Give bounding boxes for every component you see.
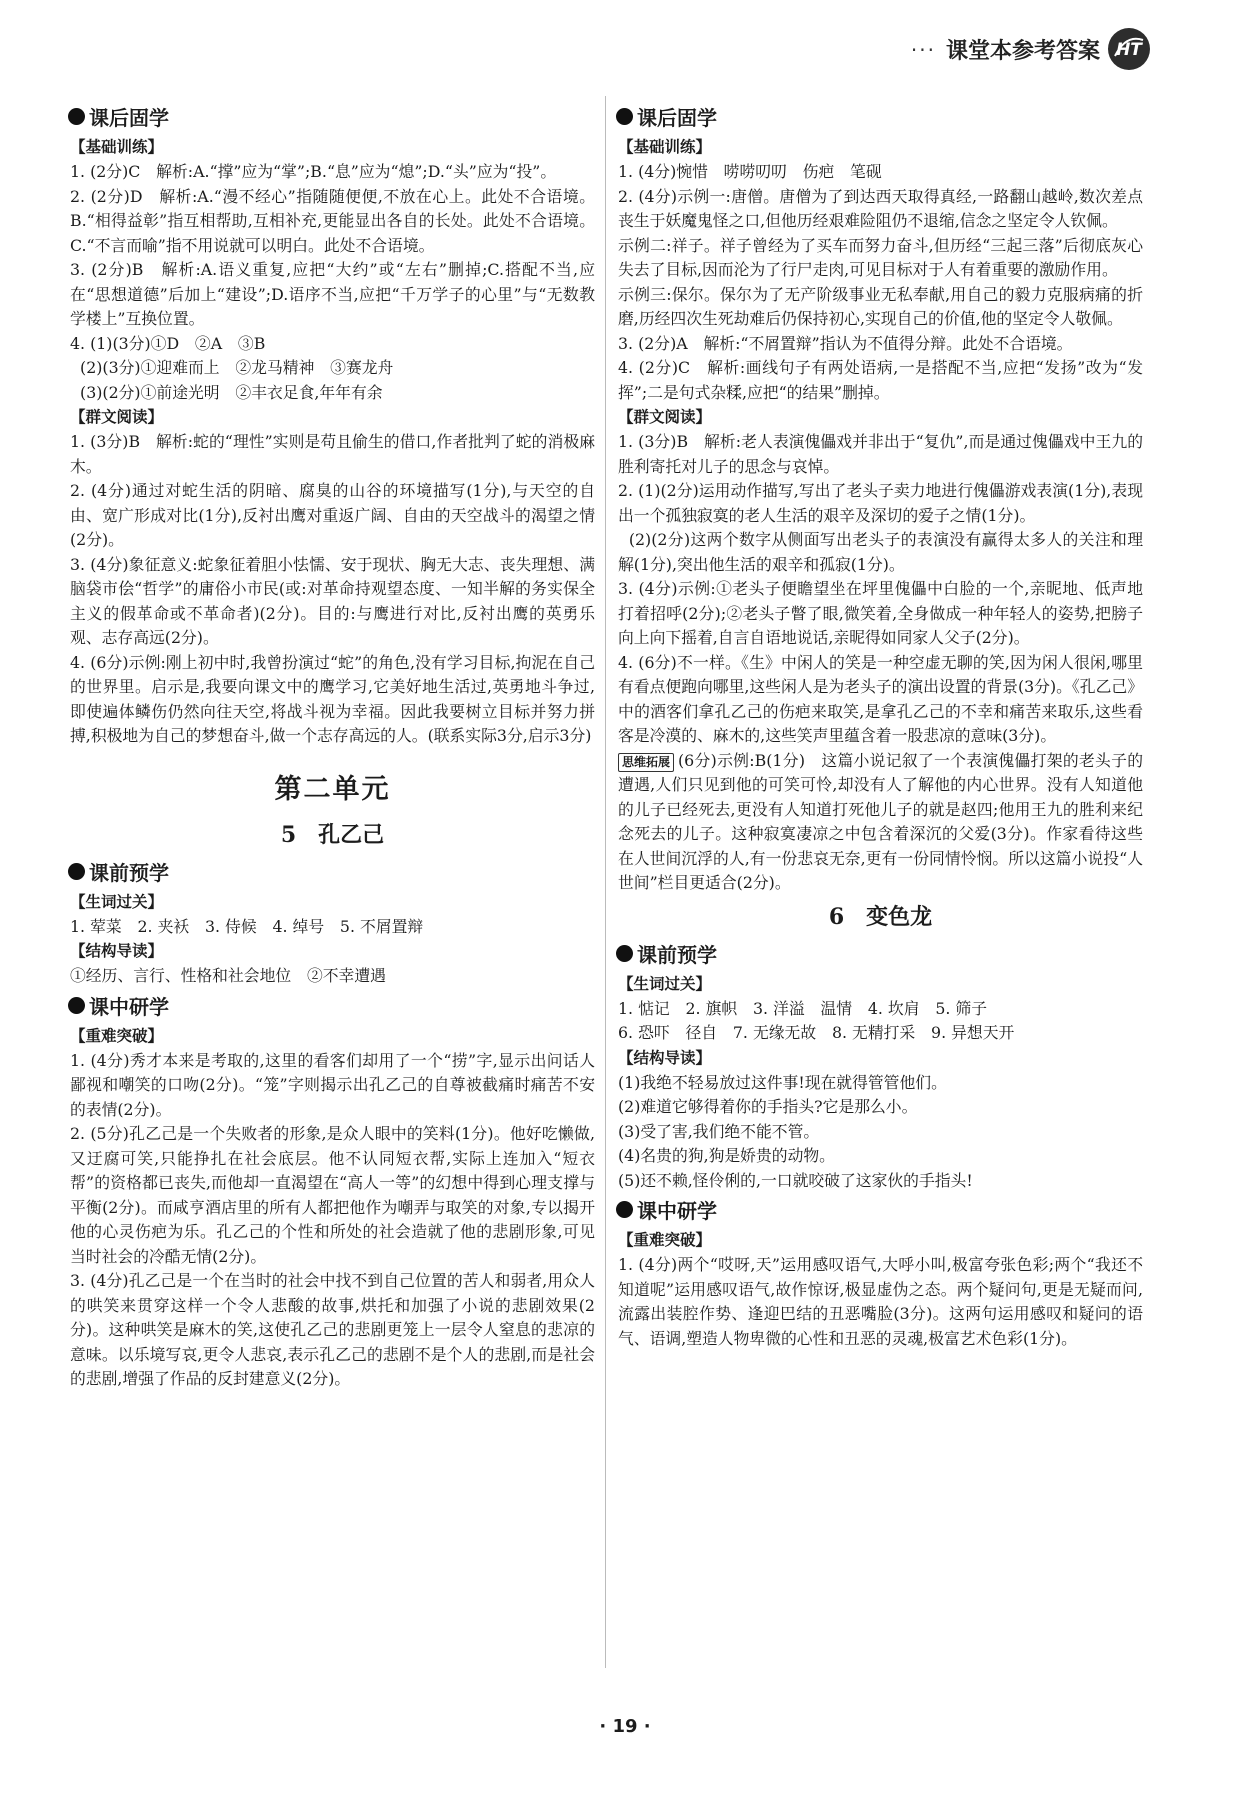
answer-paragraph: (4)名贵的狗,狗是娇贵的动物。	[618, 1146, 835, 1165]
column-divider	[605, 96, 606, 1668]
lesson-title: 6 变色龙	[828, 903, 933, 930]
svg-text:HT: HT	[1116, 40, 1142, 60]
answer-paragraph: 示例三:保尔。保尔为了无产阶级事业无私奉献,用自己的毅力克服病痛的折磨,历经四次生死劫难后仍保持初心,实现自己的价值,他的坚定令人敬佩。	[618, 284, 1143, 328]
subsection-label: 【基础训练】	[70, 138, 164, 156]
answer-paragraph: 1. (4分)秀才本来是考取的,这里的看客们却用了一个“捞”字,显示出问话人鄙视和嘲笑的口吻(2分)。“笼”字则揭示出孔乙己的自尊被截痛时痛苦不安的表情(2分)。	[70, 1050, 595, 1119]
answer-paragraph: 3. (4分)象征意义:蛇象征着胆小怯懦、安于现状、胸无大志、丧失理想、满脑袋市侩“哲学”的庸俗小市民(或:对革命持观望态度、一知半解的务实保全主义的假革命或不革命者)(2分)。目的:与鹰进行对比,反衬出鹰的英勇乐观、志存高远(2分)。	[70, 554, 595, 647]
answer-paragraph: 3. (4分)孔乙己是一个在当时的社会中找不到自己位置的苦人和弱者,用众人的哄笑来贯穿这样一个令人悲酸的故事,烘托和加强了小说的悲剧效果(2分)。这种哄笑是麻木的笑,这使孔乙己的悲剧更笼上一层令人窒息的悲凉的意味。以乐境写哀,更令人悲哀,表示孔乙己的悲剧不是个人的悲剧,而是社会的悲剧,增强了作品的反封建意义(2分)。	[70, 1271, 595, 1388]
answer-paragraph: 4. (2分)C 解析:画线句子有两处语病,一是搭配不当,应把“发扬”改为“发挥”;二是句式杂糅,应把“的结果”删掉。	[618, 358, 1143, 402]
bullet-dot-icon	[68, 997, 85, 1014]
answer-paragraph: (5)还不赖,怪伶俐的,一口就咬破了这家伙的手指头!	[618, 1170, 973, 1190]
answer-paragraph: (3)(2分)①前途光明 ②丰衣足食,年年有余	[70, 382, 383, 402]
answer-paragraph: 示例二:祥子。祥子曾经为了买车而努力奋斗,但历经“三起三落”后彻底灰心失去了目标,因而沦为了行尸走肉,可见目标对于人有着重要的激励作用。	[618, 235, 1143, 279]
answer-paragraph: 2. (1)(2分)运用动作描写,写出了老头子卖力地进行傀儡游戏表演(1分),表现出一个孤独寂寞的老人生活的艰辛及深切的爱子之情(1分)。	[618, 481, 1143, 525]
answer-paragraph: 2. (2分)D 解析:A.“漫不经心”指随随便便,不放在心上。此处不合语境。B.“相得益彰”指互相帮助,互相补充,更能显出各自的长处。此处不合语境。C.“不言而喻”指不用说就可以明白。此处不合语境。	[70, 186, 595, 255]
answer-paragraph: (1)我绝不轻易放过这件事!现在就得管管他们。	[618, 1072, 947, 1092]
section-heading	[616, 102, 1143, 131]
section-heading	[68, 857, 595, 886]
section-heading-text: 课前预学	[89, 860, 169, 885]
answer-paragraph: 1. (3分)B 解析:老人表演傀儡戏并非出于“复仇”,而是通过傀儡戏中王九的胜利寄托对儿子的思念与哀悼。	[618, 432, 1143, 476]
answer-paragraph: 1. (4分)惋惜 唠唠叨叨 伤疤 笔砚	[618, 162, 882, 181]
section-heading	[68, 102, 595, 131]
answer-paragraph: 3. (4分)示例:①老头子便瞻望坐在坪里傀儡中白脸的一个,亲昵地、低声地打着招呼(2分);②老头子瞥了眼,微笑着,全身做成一种年轻人的姿势,把膀子向上向下摇着,自言自语地说话,亲昵得如同家人父子(2分)。	[618, 579, 1143, 647]
unit-title: 第二单元	[274, 773, 391, 805]
page-header	[910, 34, 1142, 65]
section-heading	[68, 991, 595, 1020]
answer-paragraph: (2)难道它够得着你的手指头?它是那么小。	[618, 1097, 918, 1116]
header-dots: ···	[910, 37, 936, 62]
bullet-dot-icon	[616, 108, 633, 125]
bullet-dot-icon	[68, 863, 85, 880]
answer-paragraph: 1. (3分)B 解析:蛇的“理性”实则是苟且偷生的借口,作者批判了蛇的消极麻木。	[70, 432, 595, 476]
section-heading	[616, 1195, 1143, 1224]
answer-paragraph: 1. (2分)C 解析:A.“撑”应为“掌”;B.“息”应为“熄”;D.“头”应为“投”。	[70, 162, 557, 181]
section-heading	[616, 939, 1143, 968]
answer-paragraph: (2)(2分)这两个数字从侧面写出老头子的表演没有赢得太多人的关注和理解(1分),突出他生活的艰辛和孤寂(1分)。	[618, 530, 1143, 574]
answer-paragraph: (2)(3分)①迎难而上 ②龙马精神 ③赛龙舟	[70, 358, 394, 377]
bullet-dot-icon	[68, 108, 85, 125]
left-column	[70, 100, 595, 1392]
section-heading-text: 课中研学	[637, 1199, 717, 1223]
answer-paragraph: 2. (4分)示例一:唐僧。唐僧为了到达西天取得真经,一路翻山越岭,数次差点丧生于妖魔鬼怪之口,但他历经艰难险阻仍不退缩,信念之坚定令人钦佩。	[618, 186, 1143, 230]
right-column	[618, 100, 1143, 1351]
thinking-extension-answer	[618, 749, 1143, 896]
answer-paragraph: 4. (1)(3分)①D ②A ③B	[70, 333, 266, 353]
answer-paragraph: 6. 恐吓 径自 7. 无缘无故 8. 无精打采 9. 异想天开	[618, 1023, 1015, 1042]
answer-paragraph: (3)受了害,我们绝不能不管。	[618, 1121, 820, 1141]
lesson-title: 5 孔乙己	[280, 821, 385, 848]
subsection-label: 【重难突破】	[618, 1231, 712, 1249]
subsection-label: 【群文阅读】	[618, 408, 712, 426]
answer-paragraph: 1. (4分)两个“哎呀,天”运用感叹语气,大呼小叫,极富夸张色彩;两个“我还不知道呢”运用感叹语气,故作惊讶,极显虚伪之态。两个疑问句,更是无疑而问,流露出装腔作势、逢迎巴结的丑恶嘴脸(3分)。这两句运用感叹和疑问的语气、语调,塑造人物卑微的心性和丑恶的灵魂,极富艺术色彩(1分)。	[618, 1255, 1143, 1348]
thinking-extension-tag: 思维拓展	[618, 753, 674, 772]
subsection-label: 【生词过关】	[618, 974, 712, 993]
subsection-label: 【重难突破】	[70, 1026, 164, 1045]
subsection-label: 【结构导读】	[618, 1048, 712, 1067]
answer-paragraph: 1. 荤菜 2. 夹袄 3. 侍候 4. 绰号 5. 不屑置辩	[70, 916, 424, 936]
answer-paragraph: 2. (4分)通过对蛇生活的阴暗、腐臭的山谷的环境描写(1分),与天空的自由、宽广形成对比(1分),反衬出鹰对重返广阔、自由的天空战斗的渴望之情(2分)。	[70, 481, 595, 549]
answer-paragraph: 2. (5分)孔乙己是一个失败者的形象,是众人眼中的笑料(1分)。他好吃懒做,又迂腐可笑,只能挣扎在社会底层。他不认同短衣帮,实际上连加入“短衣帮”的资格都已丧失,而他却一直渴望在“高人一等”的幻想中得到心理支撑与平衡(2分)。而咸亨酒店里的所有人都把他作为嘲弄与取笑的对象,专以揭开他的心灵伤疤为乐。孔乙己的个性和所处的社会造就了他的悲剧形象,可见当时社会的冷酷无情(2分)。	[70, 1124, 595, 1266]
section-heading-text: 课后固学	[89, 106, 169, 130]
section-heading-text: 课后固学	[637, 106, 717, 130]
answer-paragraph: 4. (6分)示例:刚上初中时,我曾扮演过“蛇”的角色,没有学习目标,拘泥在自己的世界里。启示是,我要向课文中的鹰学习,它美好地生活过,英勇地斗争过,即使遍体鳞伤仍然向往天空,将战斗视为幸福。因此我要树立目标并努力拼搏,积极地为自己的梦想奋斗,做一个志存高远的人。(联系实际3分,启示3分)	[70, 652, 595, 745]
section-heading-text: 课前预学	[637, 942, 717, 967]
answer-paragraph: ①经历、言行、性格和社会地位 ②不幸遭遇	[70, 966, 386, 985]
subsection-label: 【结构导读】	[70, 942, 164, 960]
answer-text: (6分)示例:B(1分) 这篇小说记叙了一个表演傀儡打架的老头子的遭遇,人们只见到他的可笑可怜,却没有人了解他的内心世界。没有人知道他的儿子已经死去,更没有人知道打死他儿子的就是赵四;他用王九的胜利来纪念死去的儿子。这种寂寞凄凉之中包含着深沉的父爱(3分)。作家看待这些在人世间沉浮的人,有一份悲哀无奈,更有一份同情怜悯。所以这篇小说投“人世间”栏目更适合(2分)。	[618, 750, 1143, 892]
answer-paragraph: 3. (2分)A 解析:“不屑置辩”指认为不值得分辩。此处不合语境。	[618, 333, 1073, 353]
subsection-label: 【基础训练】	[618, 138, 712, 156]
page-number: · 19 ·	[599, 1716, 651, 1737]
header-title: 课堂本参考答案	[945, 39, 1100, 64]
brand-logo-icon	[1106, 26, 1152, 72]
answer-paragraph: 4. (6分)不一样。《生》中闲人的笑是一种空虚无聊的笑,因为闲人很闲,哪里有看点便跑向哪里,这些闲人是为老头子的演出设置的背景(3分)。《孔乙己》中的酒客们拿孔乙己的伤疤来取笑,是拿孔乙己的不幸和痛苦来取乐,这些看客是冷漠的、麻木的,这些笑声里蕴含着一股悲凉的意味(3分)。	[618, 652, 1143, 745]
answer-paragraph: 1. 惦记 2. 旗帜 3. 洋溢 温情 4. 坎肩 5. 筛子	[618, 998, 988, 1018]
answer-paragraph: 3. (2分)B 解析:A.语义重复,应把“大约”或“左右”删掉;C.搭配不当,应在“思想道德”后加上“建设”;D.语序不当,应把“千万学子的心里”与“无数教学楼上”互换位置。	[70, 260, 595, 328]
bullet-dot-icon	[616, 1201, 633, 1218]
section-heading-text: 课中研学	[89, 994, 169, 1019]
subsection-label: 【群文阅读】	[70, 408, 164, 426]
subsection-label: 【生词过关】	[70, 892, 164, 911]
bullet-dot-icon	[616, 945, 633, 962]
